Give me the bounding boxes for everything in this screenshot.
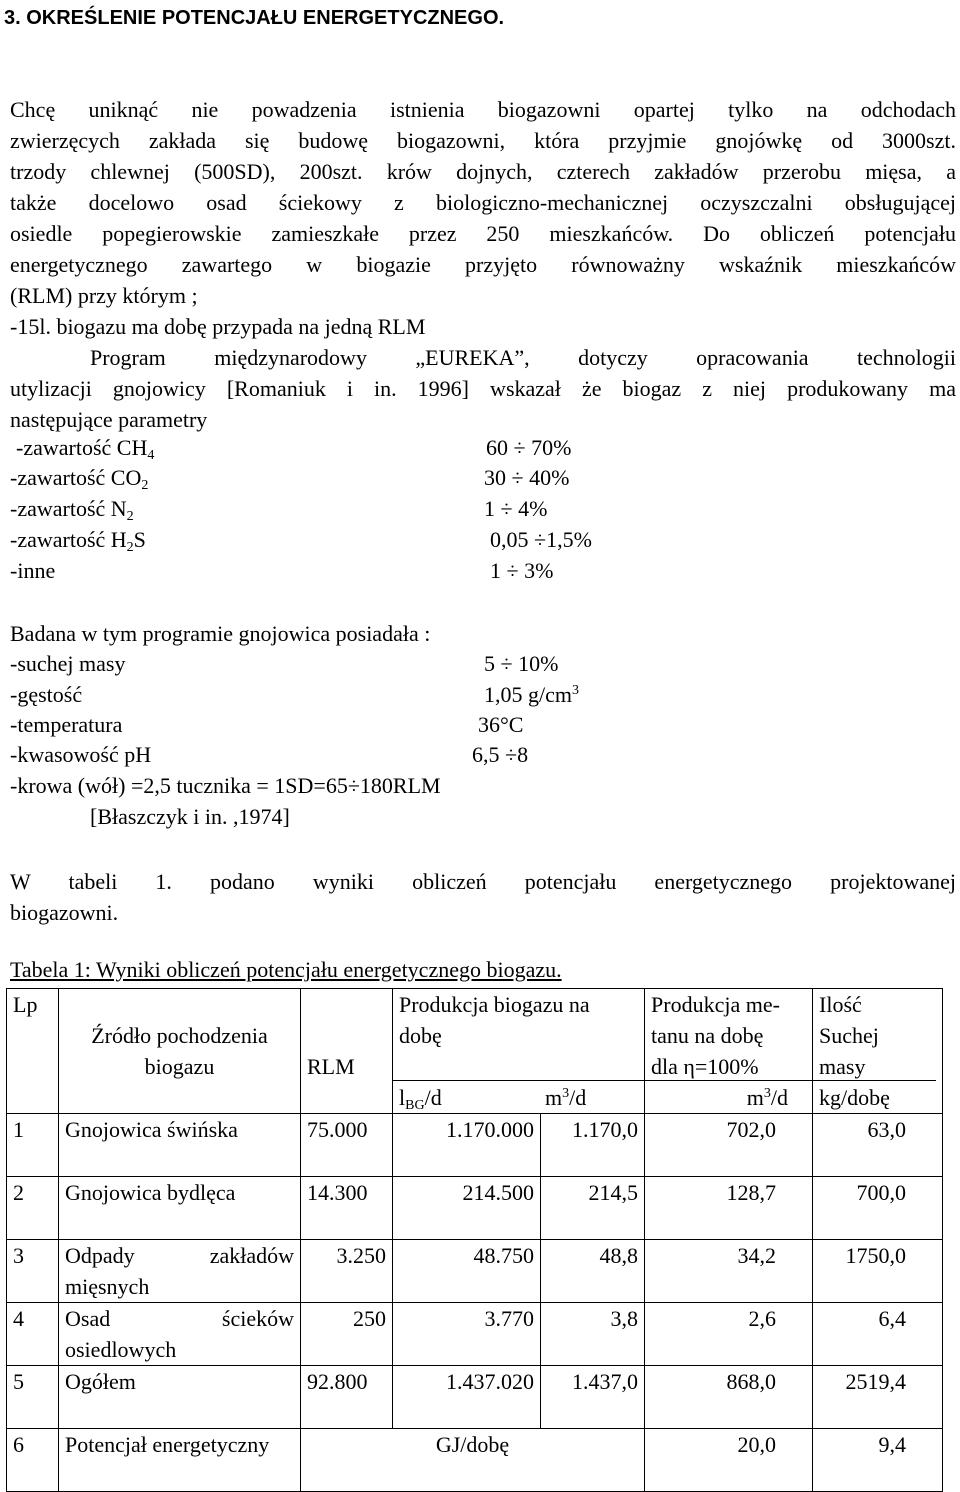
- manure-param-value: 6,5 ÷8: [472, 742, 529, 767]
- header-biogas: Produkcja biogazu na dobę $l_{BG}/d$ $m^3/d$: [393, 989, 645, 1114]
- cell-ch4: 34,2: [645, 1240, 813, 1303]
- table-row: [7, 1240, 943, 1303]
- manure-param-value: 36°C: [478, 712, 524, 737]
- manure-param-label: -temperatura: [10, 712, 123, 737]
- header-dry-mass: Ilość Suchej masy kg/dobę: [813, 989, 943, 1114]
- eureka-line: utylizacji gnojowicy [Romaniuk i in. 1996] wskazał że biogaz z niej produkowany ma: [10, 376, 956, 401]
- cell-unit: GJ/dobę: [301, 1429, 645, 1492]
- cell-rlm: 250: [301, 1303, 393, 1366]
- cell-lp: 4: [7, 1303, 59, 1366]
- cell-m3: 1.437,0: [541, 1366, 645, 1429]
- cell-rlm: 14.300: [301, 1177, 393, 1240]
- intro-line: trzody chlewnej (500SD), 200szt. krów dojnych, czterech zakładów przerobu mięsa, a: [10, 159, 956, 184]
- gas-param-value: 1 ÷ 3%: [490, 558, 554, 583]
- cell-ch4: 702,0: [645, 1114, 813, 1177]
- gas-param-label: -zawartość $CO_2$: [10, 465, 149, 493]
- intro-paragraph: [10, 94, 956, 342]
- table-row: [7, 1429, 943, 1492]
- gas-param-label: -zawartość $H_2S$: [10, 527, 146, 555]
- cell-dry-mass: 9,4: [813, 1429, 943, 1492]
- intro-line: także docelowo osad ściekowy z biologiczno-mechanicznej oczyszczalni obsługującej: [10, 190, 956, 215]
- cell-ch4: 128,7: [645, 1177, 813, 1240]
- cell-dry-mass: 63,0: [813, 1114, 943, 1177]
- table-header-row: [7, 989, 943, 1114]
- gas-param-value: 1 ÷ 4%: [484, 496, 548, 521]
- results-table: [6, 988, 943, 1492]
- cell-lbg: 3.770: [393, 1303, 541, 1366]
- cell-lp: 6: [7, 1429, 59, 1492]
- results-note: [10, 866, 956, 928]
- table-row: [7, 1303, 943, 1366]
- cell-dry-mass: 6,4: [813, 1303, 943, 1366]
- intro-line: (RLM) przy którym ;: [10, 283, 198, 308]
- cell-lbg: 1.170.000: [393, 1114, 541, 1177]
- gas-param-value: 60 ÷ 70%: [486, 435, 572, 460]
- cell-dry-mass: 1750,0: [813, 1240, 943, 1303]
- cell-source: Potencjał energetyczny: [59, 1429, 301, 1492]
- manure-param-value: 1,05 $g/cm^3$: [484, 682, 579, 707]
- manure-param-label: -kwasowość pH: [10, 742, 152, 767]
- cell-ch4: 20,0: [645, 1429, 813, 1492]
- cell-lp: 1: [7, 1114, 59, 1177]
- gas-param-value: 30 ÷ 40%: [484, 465, 570, 490]
- results-note-line: biogazowni.: [10, 900, 119, 925]
- cell-lbg: 214.500: [393, 1177, 541, 1240]
- header-rlm: RLM: [301, 989, 393, 1114]
- cell-dry-mass: 2519,4: [813, 1366, 943, 1429]
- header-source: Źródło pochodzenia biogazu: [59, 989, 301, 1114]
- cell-source: Gnojowica świńska: [59, 1114, 301, 1177]
- manure-param-label: -gęstość: [10, 682, 83, 707]
- table-caption: Tabela 1: Wyniki obliczeń potencjału energetycznego biogazu.: [10, 957, 562, 982]
- cell-ch4: 868,0: [645, 1366, 813, 1429]
- intro-line: -15l. biogazu ma dobę przypada na jedną RLM: [10, 314, 426, 339]
- cell-lbg: 48.750: [393, 1240, 541, 1303]
- cell-lbg: 1.437.020: [393, 1366, 541, 1429]
- section-heading: 3. OKREŚLENIE POTENCJAŁU ENERGETYCZNEGO.: [4, 7, 505, 29]
- cell-source: Odpady zakładów mięsnych: [59, 1240, 301, 1303]
- intro-line: energetycznego zawartego w biogazie przyjęto równoważny wskaźnik mieszkańców: [10, 252, 956, 277]
- intro-line: Chcę uniknąć nie powadzenia istnienia biogazowni opartej tylko na odchodach: [10, 97, 956, 122]
- eureka-line: Program międzynarodowy „EUREKA”, dotyczy opracowania technologii: [90, 345, 956, 370]
- cell-dry-mass: 700,0: [813, 1177, 943, 1240]
- cell-rlm: 75.000: [301, 1114, 393, 1177]
- gas-param-label: -zawartość $CH_4$: [16, 435, 155, 463]
- cell-lp: 3: [7, 1240, 59, 1303]
- cell-lp: 2: [7, 1177, 59, 1240]
- intro-line: zwierzęcych zakłada się budowę biogazowni, która przyjmie gnojówkę od 3000szt.: [10, 128, 956, 153]
- cell-m3: 48,8: [541, 1240, 645, 1303]
- intro-line: osiedle popegierowskie zamieszkałe przez 250 mieszkańców. Do obliczeń potencjału: [10, 221, 956, 246]
- manure-param-value: 5 ÷ 10%: [484, 651, 559, 676]
- cell-rlm: 92.800: [301, 1366, 393, 1429]
- table-header-underline: [392, 1080, 936, 1081]
- gas-param-value: 0,05 ÷1,5%: [490, 527, 592, 552]
- table-row: [7, 1114, 943, 1177]
- results-note-line: W tabeli 1. podano wyniki obliczeń potencjału energetycznego projektowanej: [10, 869, 956, 894]
- cell-source: Gnojowica bydlęca: [59, 1177, 301, 1240]
- manure-intro: Badana w tym programie gnojowica posiadała :: [10, 621, 431, 646]
- cell-m3: 1.170,0: [541, 1114, 645, 1177]
- table-row: [7, 1177, 943, 1240]
- cell-lp: 5: [7, 1366, 59, 1429]
- manure-param-label: -suchej masy: [10, 651, 126, 676]
- header-lp: Lp: [7, 989, 59, 1114]
- gas-param-label: -inne: [10, 558, 56, 583]
- cell-source: Ogółem: [59, 1366, 301, 1429]
- table-row: [7, 1366, 943, 1429]
- cell-source: Osad ścieków osiedlowych: [59, 1303, 301, 1366]
- eureka-line: następujące parametry: [10, 407, 208, 432]
- cell-rlm: 3.250: [301, 1240, 393, 1303]
- citation: [Błaszczyk i in. ,1974]: [90, 804, 290, 829]
- header-methane: Produkcja me- tanu na dobę dla η=100% $m^3/d$: [645, 989, 813, 1114]
- livestock-equivalence: -krowa (wół) =2,5 tucznika = 1SD=65÷180RLM: [10, 773, 441, 798]
- cell-ch4: 2,6: [645, 1303, 813, 1366]
- cell-m3: 214,5: [541, 1177, 645, 1240]
- cell-m3: 3,8: [541, 1303, 645, 1366]
- gas-param-label: -zawartość $N_2$: [10, 496, 134, 524]
- eureka-paragraph: [10, 342, 956, 435]
